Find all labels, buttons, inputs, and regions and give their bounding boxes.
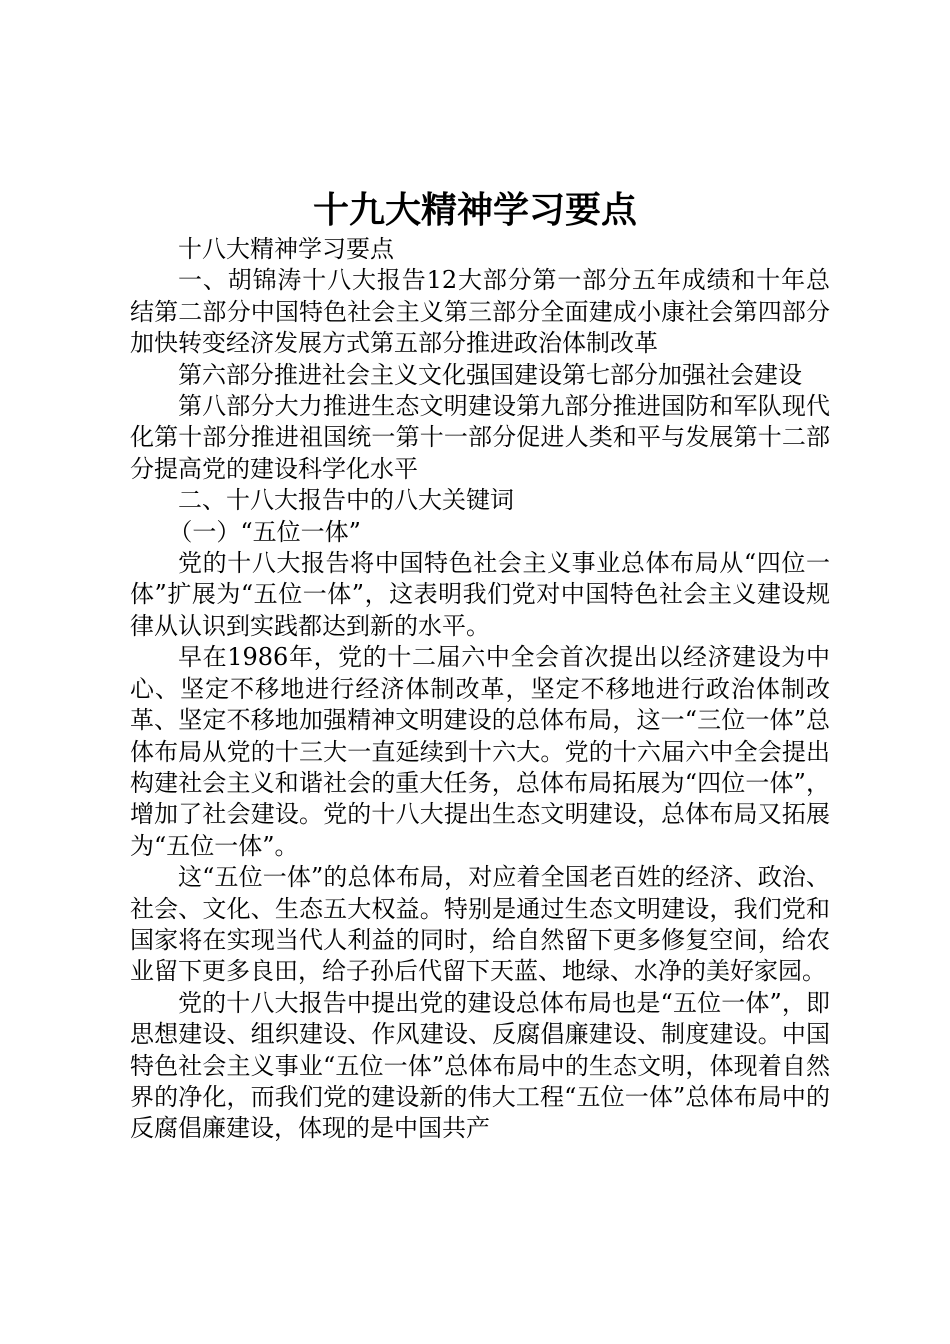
document-body xyxy=(130,234,830,1145)
paragraph-parts-six-seven: 第六部分推进社会主义文化强国建设第七部分加强社会建设 xyxy=(178,360,802,389)
document-title: 十九大精神学习要点 xyxy=(312,189,637,231)
paragraph-report-parts: 一、胡锦涛十八大报告12大部分第一部分五年成绩和十年总结第二部分中国特色社会主义第三部分全面建成小康社会第四部分加快转变经济发展方式第五部分推进政治体制改革 xyxy=(130,266,830,358)
paragraph-subtitle: 十八大精神学习要点 xyxy=(178,235,394,263)
section-heading-keywords: 二、十八大报告中的八大关键词 xyxy=(178,486,514,515)
paragraph-rights: 这“五位一体”的总体布局，对应着全国老百姓的经济、政治、社会、文化、生态五大权益。特别是通过生态文明建设，我们党和国家将在实现当代人利益的同时，给自然留下更多修复空间，给农业留下更多良田，给子孙后代留下天蓝、地绿、水净的美好家园。 xyxy=(130,863,830,986)
paragraph-party-building: 党的十八大报告中提出党的建设总体布局也是“五位一体”，即思想建设、组织建设、作风建设、反腐倡廉建设、制度建设。中国特色社会主义事业“五位一体”总体布局中的生态文明，体现着自然界的净化，而我们党的建设新的伟大工程“五位一体”总体布局中的反腐倡廉建设，体现的是中国共产 xyxy=(130,988,830,1143)
paragraph-history: 早在1986年，党的十二届六中全会首次提出以经济建设为中心、坚定不移地进行经济体制改革，坚定不移地进行政治体制改革、坚定不移地加强精神文明建设的总体布局，这一“三位一体”总体布局从党的十三大一直延续到十六大。党的十六届六中全会提出构建社会主义和谐社会的重大任务，总体布局拓展为“四位一体”，增加了社会建设。党的十八大提出生态文明建设，总体布局又拓展为“五位一体”。 xyxy=(130,643,830,860)
subsection-heading-five-in-one: （一）“五位一体” xyxy=(168,517,361,546)
paragraph-parts-eight-twelve: 第八部分大力推进生态文明建设第九部分推进国防和军队现代化第十部分推进祖国统一第十一部分促进人类和平与发展第十二部分提高党的建设科学化水平 xyxy=(130,392,830,483)
paragraph-five-in-one-intro: 党的十八大报告将中国特色社会主义事业总体布局从“四位一体”扩展为“五位一体”，这表明我们党对中国特色社会主义建设规律从认识到实践都达到新的水平。 xyxy=(130,549,830,640)
